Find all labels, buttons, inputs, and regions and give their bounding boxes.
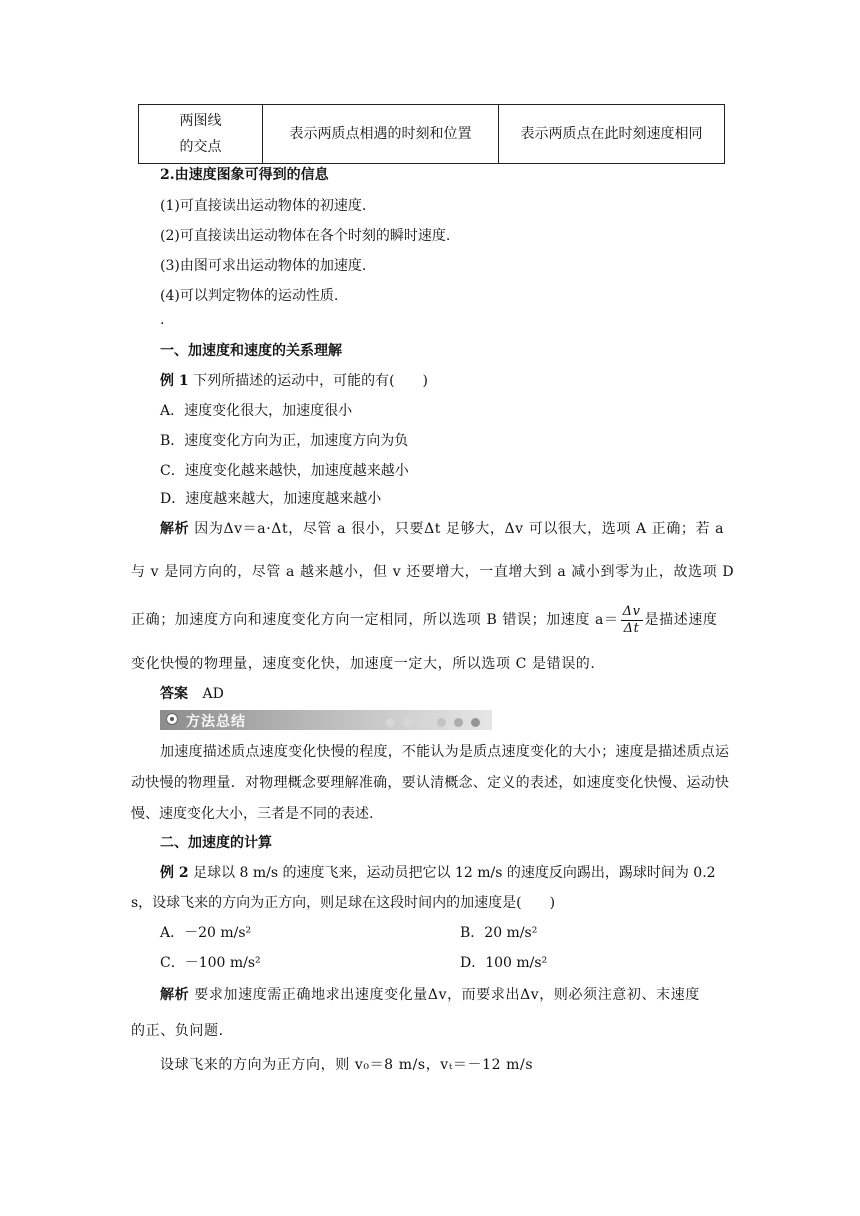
dot-icon <box>403 718 412 727</box>
analysis-line <box>160 518 724 538</box>
table-cell-velocity: 表示两质点在此时刻速度相同 <box>499 105 725 164</box>
analysis-text: 正确；加速度方向和速度变化方向一定相同，所以选项 B 错误；加速度 a＝ <box>131 612 619 628</box>
dot-icon <box>420 718 429 727</box>
option: D．速度越来越大，加速度越来越小 <box>160 491 382 507</box>
banner-title: 方法总结 <box>186 714 246 730</box>
analysis-line: 设球飞来的方向为正方向，则 v₀＝8 m/s，vₜ＝－12 m/s <box>160 1057 534 1073</box>
dot-icon <box>454 718 463 727</box>
analysis-text: 是描述速度 <box>644 612 718 628</box>
method-summary-banner <box>160 710 492 730</box>
decorative-dots <box>386 715 488 731</box>
option: D．100 m/s² <box>460 955 548 971</box>
example-question <box>160 862 716 882</box>
option: B．20 m/s² <box>460 925 538 941</box>
dot-icon <box>471 718 480 727</box>
info-item: (2)可直接读出运动物体在各个时刻的瞬时速度. <box>160 228 451 244</box>
analysis-label: 解析 <box>160 521 190 537</box>
option: C．－100 m/s² <box>160 955 261 971</box>
answer-line <box>160 683 224 703</box>
comparison-table <box>138 104 725 164</box>
analysis-line: 与 v 是同方向的，尽管 a 越来越小，但 v 还要增大，一直增大到 a 减小到零为止，故选项 D <box>131 564 735 580</box>
fraction-numerator: Δv <box>622 603 641 619</box>
answer-value: AD <box>202 686 224 702</box>
analysis-line: 的正、负问题. <box>131 1023 224 1039</box>
target-icon <box>166 713 178 725</box>
analysis-text: 要求加速度需正确地求出速度变化量Δv，而要求出Δv，则必须注意初、末速度 <box>194 987 700 1003</box>
table-cell-displacement: 表示两质点相遇的时刻和位置 <box>263 105 499 164</box>
answer-label: 答案 <box>160 686 188 702</box>
analysis-text: 因为Δv＝a·Δt，尽管 a 很小，只要Δt 足够大，Δv 可以很大，选项 A 正确；若 a <box>194 521 725 537</box>
dot-icon <box>437 718 446 727</box>
analysis-line <box>131 600 718 640</box>
section-title: 2.由速度图象可得到的信息 <box>160 167 329 183</box>
question-text: 足球以 8 m/s 的速度飞来，运动员把它以 12 m/s 的速度反向踢出，踢球时间为 0.2 <box>193 865 716 881</box>
info-item: (1)可直接读出运动物体的初速度. <box>160 198 367 214</box>
method-summary-text: 加速度描述质点速度变化快慢的程度，不能认为是质点速度变化的大小；速度是描述质点运动快慢的物理量．对物理概念要理解准确，要认清概念、定义的表述，如速度变化快慢、运动快慢、速度变化大小，三者是不同的表述. <box>131 744 729 822</box>
fraction <box>621 604 643 637</box>
analysis-label: 解析 <box>160 987 190 1003</box>
question-text: 下列所描述的运动中，可能的有( ) <box>193 373 429 389</box>
info-item: (3)由图可求出运动物体的加速度. <box>160 258 367 274</box>
option: B．速度变化方向为正，加速度方向为负 <box>160 433 409 449</box>
dot-icon <box>386 718 395 727</box>
option: A．－20 m/s² <box>160 925 252 941</box>
question-text: s，设球飞来的方向为正方向，则足球在这段时间内的加速度是( ) <box>131 895 556 911</box>
fraction-denominator: Δt <box>623 620 640 636</box>
info-item: (4)可以判定物体的运动性质. <box>160 288 339 304</box>
heading: 二、加速度的计算 <box>160 835 272 851</box>
stray-dot: . <box>160 312 165 328</box>
example-label: 例 1 <box>160 373 189 389</box>
example-question <box>160 370 428 390</box>
heading: 一、加速度和速度的关系理解 <box>160 343 342 359</box>
cell-line: 两图线 <box>179 113 222 129</box>
table-row <box>139 105 725 164</box>
option: C．速度变化越来越快，加速度越来越小 <box>160 463 409 479</box>
option: A．速度变化很大，加速度很小 <box>160 403 353 419</box>
table-cell-intersection <box>139 105 263 164</box>
analysis-line: 变化快慢的物理量，速度变化快，加速度一定大，所以选项 C 是错误的. <box>131 656 596 672</box>
cell-line: 的交点 <box>179 139 222 155</box>
example-label: 例 2 <box>160 865 189 881</box>
analysis-line <box>160 984 700 1004</box>
